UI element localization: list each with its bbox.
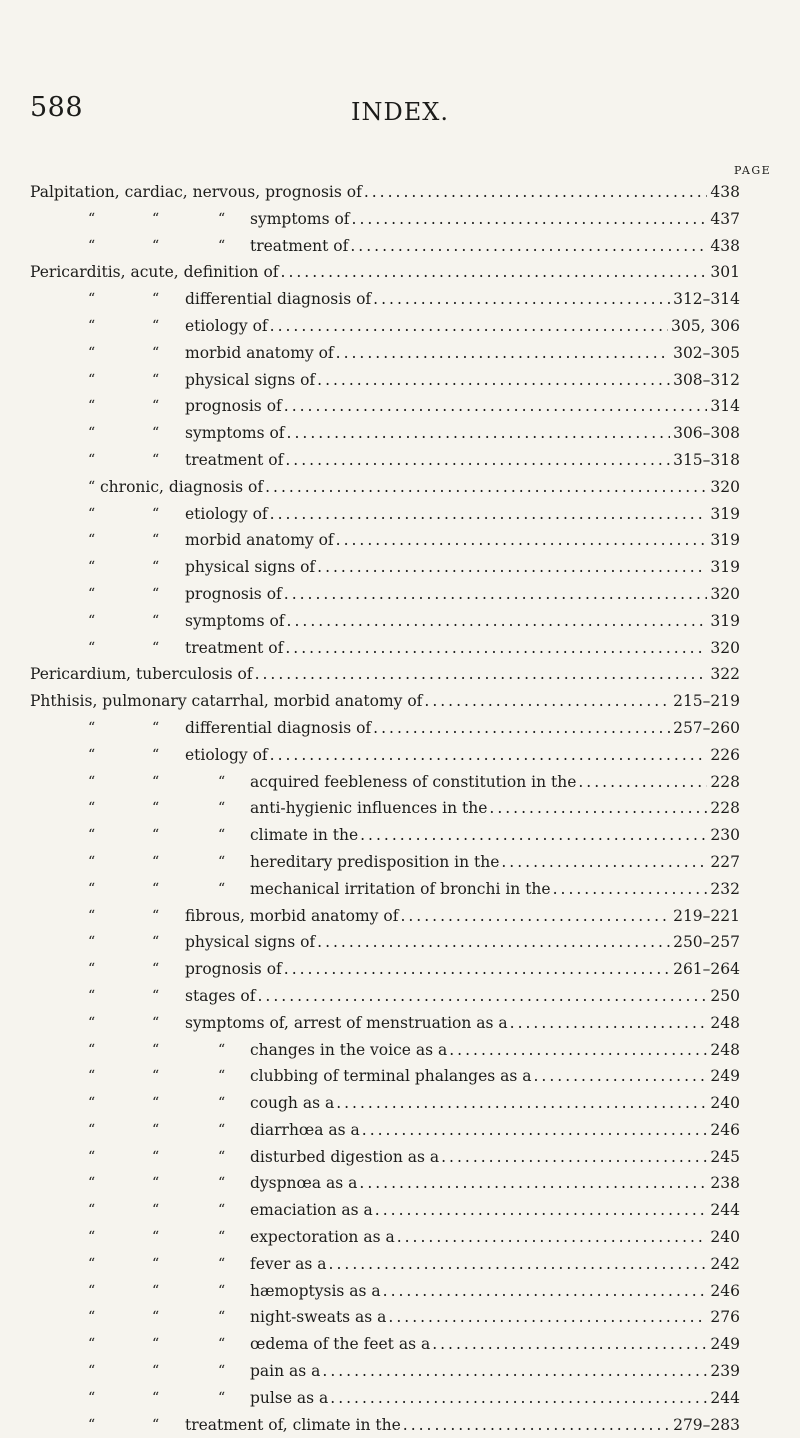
- ditto-mark: “: [88, 612, 96, 629]
- ditto-mark: “: [218, 827, 226, 844]
- dot-leader: [284, 956, 670, 983]
- dot-leader: [553, 876, 708, 903]
- index-entry: [0, 661, 800, 688]
- ditto-mark: “: [88, 934, 96, 951]
- entry-text: etiology of: [185, 745, 268, 764]
- dot-leader: [329, 1251, 708, 1278]
- ditto-mark: “: [218, 1255, 226, 1272]
- ditto-mark: “: [152, 398, 160, 415]
- entry-page-ref: 246: [710, 1281, 740, 1300]
- index-entry: [0, 340, 800, 367]
- entry-page-ref: 320: [710, 584, 740, 603]
- ditto-mark: “: [152, 1041, 160, 1058]
- index-entry: [0, 983, 800, 1010]
- index-entry: [0, 420, 800, 447]
- ditto-mark: “: [218, 210, 226, 227]
- dot-leader: [375, 1197, 708, 1224]
- ditto-mark: “: [152, 1229, 160, 1246]
- entry-text: Pericardium, tuberculosis of: [30, 665, 253, 684]
- ditto-mark: “: [152, 317, 160, 334]
- entry-page-ref: 239: [710, 1362, 740, 1381]
- index-entry: [0, 715, 800, 742]
- entry-text: treatment of: [185, 638, 284, 657]
- entry-text: etiology of: [185, 316, 268, 335]
- ditto-mark: “: [152, 210, 160, 227]
- entry-page-ref: 240: [710, 1094, 740, 1113]
- entry-page-ref: 305, 306: [670, 316, 740, 335]
- entry-text: dyspnœa as a: [250, 1174, 358, 1193]
- entry-text: physical signs of: [185, 370, 316, 389]
- entry-text: etiology of: [185, 504, 268, 523]
- ditto-mark: “: [88, 880, 96, 897]
- ditto-mark: “: [88, 478, 96, 495]
- entry-text: prognosis of: [185, 960, 282, 979]
- index-entry: [0, 1278, 800, 1305]
- entry-page-ref: 219–221: [673, 906, 740, 925]
- dot-leader: [501, 849, 707, 876]
- entry-page-ref: 306–308: [673, 424, 740, 443]
- entry-page-ref: 230: [710, 826, 740, 845]
- ditto-mark: “: [88, 559, 96, 576]
- entry-page-ref: 245: [710, 1147, 740, 1166]
- entry-text: pain as a: [250, 1362, 321, 1381]
- entry-page-ref: 250: [710, 986, 740, 1005]
- ditto-mark: “: [218, 237, 226, 254]
- dot-leader: [284, 393, 708, 420]
- entry-page-ref: 249: [710, 1067, 740, 1086]
- ditto-mark: “: [88, 1175, 96, 1192]
- index-entry: [0, 1090, 800, 1117]
- entry-text: anti-hygienic influences in the: [250, 799, 488, 818]
- running-head: INDEX.: [351, 98, 449, 126]
- ditto-mark: “: [88, 746, 96, 763]
- ditto-mark: “: [152, 291, 160, 308]
- ditto-mark: “: [88, 317, 96, 334]
- index-entry: [0, 929, 800, 956]
- dot-leader: [359, 1170, 707, 1197]
- entry-text: Pericarditis, acute, definition of: [30, 263, 279, 282]
- entry-page-ref: 250–257: [673, 933, 740, 952]
- entry-page-ref: 437: [710, 209, 740, 228]
- ditto-mark: “: [152, 1014, 160, 1031]
- ditto-mark: “: [152, 1202, 160, 1219]
- entry-text: hereditary predisposition in the: [250, 852, 500, 871]
- index-entry: [0, 1412, 800, 1438]
- entry-page-ref: 248: [710, 1040, 740, 1059]
- ditto-mark: “: [88, 1202, 96, 1219]
- index-entry: [0, 769, 800, 796]
- entry-text: morbid anatomy of: [185, 531, 334, 550]
- entry-page-ref: 322: [710, 665, 740, 684]
- ditto-mark: “: [152, 1175, 160, 1192]
- ditto-mark: “: [88, 1363, 96, 1380]
- entry-text: symptoms of, arrest of menstruation as a: [185, 1013, 508, 1032]
- dot-leader: [397, 1224, 708, 1251]
- ditto-mark: “: [88, 1282, 96, 1299]
- ditto-mark: “: [218, 1309, 226, 1326]
- entry-text: fibrous, morbid anatomy of: [185, 906, 399, 925]
- ditto-mark: “: [152, 532, 160, 549]
- index-entry: [0, 1251, 800, 1278]
- dot-leader: [373, 715, 670, 742]
- ditto-mark: “: [88, 1014, 96, 1031]
- dot-leader: [352, 206, 708, 233]
- index-entry: [0, 554, 800, 581]
- index-entry: [0, 1170, 800, 1197]
- entry-text: chronic, diagnosis of: [100, 477, 264, 496]
- dot-leader: [317, 554, 707, 581]
- ditto-mark: “: [152, 1255, 160, 1272]
- ditto-mark: “: [152, 639, 160, 656]
- ditto-mark: “: [152, 800, 160, 817]
- entry-page-ref: 438: [710, 183, 740, 201]
- ditto-mark: “: [152, 585, 160, 602]
- dot-leader: [400, 903, 670, 930]
- entry-page-ref: 319: [710, 611, 740, 630]
- ditto-mark: “: [88, 1095, 96, 1112]
- entry-text: treatment of: [185, 450, 284, 469]
- ditto-mark: “: [218, 1282, 226, 1299]
- ditto-mark: “: [152, 612, 160, 629]
- dot-leader: [322, 1358, 707, 1385]
- ditto-mark: “: [218, 1336, 226, 1353]
- ditto-mark: “: [88, 1389, 96, 1406]
- ditto-mark: “: [152, 344, 160, 361]
- dot-leader: [489, 795, 707, 822]
- entry-page-ref: 319: [710, 531, 740, 550]
- ditto-mark: “: [88, 773, 96, 790]
- dot-leader: [364, 179, 708, 206]
- entry-page-ref: 320: [710, 477, 740, 496]
- entry-page-ref: 314: [710, 397, 740, 416]
- ditto-mark: “: [88, 1309, 96, 1326]
- ditto-mark: “: [218, 1095, 226, 1112]
- dot-leader: [265, 474, 707, 501]
- index-entry: [0, 1144, 800, 1171]
- ditto-mark: “: [88, 961, 96, 978]
- entry-text: clubbing of terminal phalanges as a: [250, 1067, 532, 1086]
- entry-page-ref: 228: [710, 772, 740, 791]
- index-entry: [0, 956, 800, 983]
- index-entry: [0, 1304, 800, 1331]
- entry-page-ref: 246: [710, 1120, 740, 1139]
- ditto-mark: “: [152, 1336, 160, 1353]
- dot-leader: [578, 769, 707, 796]
- entry-page-ref: 249: [710, 1335, 740, 1354]
- entry-text: Phthisis, pulmonary catarrhal, morbid anatomy of: [30, 692, 423, 711]
- entry-text: night-sweats as a: [250, 1308, 387, 1327]
- ditto-mark: “: [88, 853, 96, 870]
- dot-leader: [285, 447, 670, 474]
- ditto-mark: “: [152, 1389, 160, 1406]
- dot-leader: [403, 1412, 670, 1438]
- entry-page-ref: 215–219: [673, 692, 740, 711]
- ditto-mark: “: [88, 1229, 96, 1246]
- index-entry: [0, 1358, 800, 1385]
- index-entry: [0, 1331, 800, 1358]
- entry-text: symptoms of: [250, 209, 350, 228]
- entry-text: morbid anatomy of: [185, 343, 334, 362]
- index-entry: [0, 474, 800, 501]
- ditto-mark: “: [88, 398, 96, 415]
- dot-leader: [330, 1385, 707, 1412]
- index-entry: [0, 1385, 800, 1412]
- dot-leader: [350, 233, 707, 260]
- entry-text: changes in the voice as a: [250, 1040, 448, 1059]
- ditto-mark: “: [152, 773, 160, 790]
- ditto-mark: “: [88, 719, 96, 736]
- ditto-mark: “: [88, 1255, 96, 1272]
- index-entry: [0, 822, 800, 849]
- ditto-mark: “: [88, 425, 96, 442]
- ditto-mark: “: [152, 1068, 160, 1085]
- dot-leader: [441, 1144, 707, 1171]
- entry-page-ref: 226: [710, 745, 740, 764]
- dot-leader: [270, 313, 668, 340]
- index-entry: [0, 447, 800, 474]
- ditto-mark: “: [152, 987, 160, 1004]
- ditto-mark: “: [218, 1389, 226, 1406]
- ditto-mark: “: [88, 639, 96, 656]
- entry-page-ref: 315–318: [673, 450, 740, 469]
- entry-page-ref: 244: [710, 1201, 740, 1220]
- ditto-mark: “: [152, 934, 160, 951]
- ditto-mark: “: [152, 559, 160, 576]
- ditto-mark: “: [218, 800, 226, 817]
- ditto-mark: “: [88, 987, 96, 1004]
- index-entry: [0, 393, 800, 420]
- entry-page-ref: 438: [710, 236, 740, 255]
- entry-page-ref: 301: [710, 263, 740, 282]
- index-entry: [0, 635, 800, 662]
- entry-text: diarrhœa as a: [250, 1120, 360, 1139]
- ditto-mark: “: [88, 505, 96, 522]
- dot-leader: [317, 929, 670, 956]
- ditto-mark: “: [152, 237, 160, 254]
- dot-leader: [360, 822, 707, 849]
- entry-page-ref: 228: [710, 799, 740, 818]
- index-entry: [0, 742, 800, 769]
- ditto-mark: “: [218, 1068, 226, 1085]
- ditto-mark: “: [88, 532, 96, 549]
- entry-text: prognosis of: [185, 584, 282, 603]
- entry-text: disturbed digestion as a: [250, 1147, 440, 1166]
- index-entry: [0, 1063, 800, 1090]
- entry-text: physical signs of: [185, 933, 316, 952]
- index-entry: [0, 876, 800, 903]
- entry-page-ref: 302–305: [673, 343, 740, 362]
- dot-leader: [373, 286, 670, 313]
- entry-page-ref: 312–314: [673, 290, 740, 309]
- ditto-mark: “: [152, 1121, 160, 1138]
- ditto-mark: “: [88, 907, 96, 924]
- entry-page-ref: 244: [710, 1388, 740, 1407]
- ditto-mark: “: [218, 1363, 226, 1380]
- index-entry: [0, 179, 800, 206]
- dot-leader: [281, 259, 708, 286]
- ditto-mark: “: [152, 827, 160, 844]
- ditto-mark: “: [152, 853, 160, 870]
- index-entry: [0, 688, 800, 715]
- ditto-mark: “: [218, 1148, 226, 1165]
- index-entry: [0, 1117, 800, 1144]
- index-entry: [0, 286, 800, 313]
- entry-page-ref: 279–283: [673, 1415, 740, 1434]
- ditto-mark: “: [88, 451, 96, 468]
- ditto-mark: “: [88, 237, 96, 254]
- entry-page-ref: 308–312: [673, 370, 740, 389]
- entry-text: differential diagnosis of: [185, 290, 372, 309]
- ditto-mark: “: [152, 1309, 160, 1326]
- ditto-mark: “: [218, 880, 226, 897]
- ditto-mark: “: [88, 344, 96, 361]
- ditto-mark: “: [152, 907, 160, 924]
- ditto-mark: “: [88, 585, 96, 602]
- ditto-mark: “: [88, 210, 96, 227]
- ditto-mark: “: [218, 1041, 226, 1058]
- index-entries: [0, 179, 800, 1438]
- ditto-mark: “: [218, 773, 226, 790]
- entry-text: œdema of the feet as a: [250, 1335, 431, 1354]
- ditto-mark: “: [88, 827, 96, 844]
- dot-leader: [285, 635, 707, 662]
- entry-page-ref: 232: [710, 879, 740, 898]
- ditto-mark: “: [88, 1336, 96, 1353]
- dot-leader: [287, 420, 671, 447]
- entry-page-ref: 276: [710, 1308, 740, 1327]
- entry-text: cough as a: [250, 1094, 335, 1113]
- index-entry: [0, 795, 800, 822]
- ditto-mark: “: [152, 451, 160, 468]
- index-entry: [0, 608, 800, 635]
- entry-text: symptoms of: [185, 424, 285, 443]
- ditto-mark: “: [218, 853, 226, 870]
- entry-page-ref: 320: [710, 638, 740, 657]
- ditto-mark: “: [218, 1121, 226, 1138]
- ditto-mark: “: [88, 291, 96, 308]
- entry-page-ref: 238: [710, 1174, 740, 1193]
- dot-leader: [432, 1331, 707, 1358]
- ditto-mark: “: [152, 1148, 160, 1165]
- entry-text: symptoms of: [185, 611, 285, 630]
- ditto-mark: “: [88, 1121, 96, 1138]
- dot-leader: [510, 1010, 708, 1037]
- entry-text: emaciation as a: [250, 1201, 373, 1220]
- index-entry: [0, 233, 800, 260]
- dot-leader: [270, 742, 708, 769]
- ditto-mark: “: [152, 1095, 160, 1112]
- ditto-mark: “: [152, 746, 160, 763]
- dot-leader: [255, 661, 708, 688]
- ditto-mark: “: [152, 425, 160, 442]
- index-entry: [0, 1037, 800, 1064]
- index-entry: [0, 259, 800, 286]
- dot-leader: [284, 581, 708, 608]
- ditto-mark: “: [88, 1148, 96, 1165]
- entry-text: fever as a: [250, 1254, 327, 1273]
- ditto-mark: “: [152, 1363, 160, 1380]
- entry-page-ref: 319: [710, 504, 740, 523]
- dot-leader: [336, 527, 708, 554]
- index-entry: [0, 1224, 800, 1251]
- index-entry: [0, 527, 800, 554]
- ditto-mark: “: [152, 880, 160, 897]
- dot-leader: [317, 367, 670, 394]
- dot-leader: [383, 1278, 708, 1305]
- entry-text: treatment of, climate in the: [185, 1415, 401, 1434]
- index-entry: [0, 581, 800, 608]
- page-column-heading: PAGE: [734, 164, 772, 177]
- ditto-mark: “: [152, 371, 160, 388]
- index-entry: [0, 1197, 800, 1224]
- ditto-mark: “: [218, 1202, 226, 1219]
- entry-page-ref: 227: [710, 852, 740, 871]
- entry-page-ref: 261–264: [673, 960, 740, 979]
- dot-leader: [336, 340, 670, 367]
- dot-leader: [270, 501, 708, 528]
- dot-leader: [287, 608, 708, 635]
- dot-leader: [388, 1304, 707, 1331]
- dot-leader: [534, 1063, 708, 1090]
- entry-text: Palpitation, cardiac, nervous, prognosis of: [30, 183, 362, 201]
- entry-text: treatment of: [250, 236, 349, 255]
- index-entry: [0, 206, 800, 233]
- dot-leader: [424, 688, 670, 715]
- ditto-mark: “: [88, 800, 96, 817]
- index-entry: [0, 367, 800, 394]
- entry-text: differential diagnosis of: [185, 718, 372, 737]
- entry-text: mechanical irritation of bronchi in the: [250, 879, 551, 898]
- entry-text: climate in the: [250, 826, 359, 845]
- entry-text: acquired feebleness of constitution in the: [250, 772, 577, 791]
- dot-leader: [449, 1037, 707, 1064]
- ditto-mark: “: [152, 719, 160, 736]
- index-entry: [0, 849, 800, 876]
- ditto-mark: “: [88, 1041, 96, 1058]
- entry-page-ref: 319: [710, 558, 740, 577]
- ditto-mark: “: [218, 1175, 226, 1192]
- ditto-mark: “: [88, 1416, 96, 1433]
- entry-page-ref: 257–260: [673, 718, 740, 737]
- ditto-mark: “: [152, 1282, 160, 1299]
- entry-page-ref: 248: [710, 1013, 740, 1032]
- entry-text: hæmoptysis as a: [250, 1281, 381, 1300]
- entry-text: prognosis of: [185, 397, 282, 416]
- entry-text: physical signs of: [185, 558, 316, 577]
- index-entry: [0, 903, 800, 930]
- dot-leader: [336, 1090, 707, 1117]
- entry-page-ref: 242: [710, 1254, 740, 1273]
- entry-text: pulse as a: [250, 1388, 329, 1407]
- ditto-mark: “: [152, 961, 160, 978]
- ditto-mark: “: [152, 1416, 160, 1433]
- ditto-mark: “: [152, 505, 160, 522]
- dot-leader: [257, 983, 707, 1010]
- index-entry: [0, 1010, 800, 1037]
- entry-text: expectoration as a: [250, 1228, 395, 1247]
- page-number: 588: [30, 92, 84, 123]
- dot-leader: [362, 1117, 708, 1144]
- index-entry: [0, 501, 800, 528]
- entry-text: stages of: [185, 986, 256, 1005]
- ditto-mark: “: [88, 1068, 96, 1085]
- entry-page-ref: 240: [710, 1228, 740, 1247]
- index-entry: [0, 313, 800, 340]
- ditto-mark: “: [218, 1229, 226, 1246]
- ditto-mark: “: [88, 371, 96, 388]
